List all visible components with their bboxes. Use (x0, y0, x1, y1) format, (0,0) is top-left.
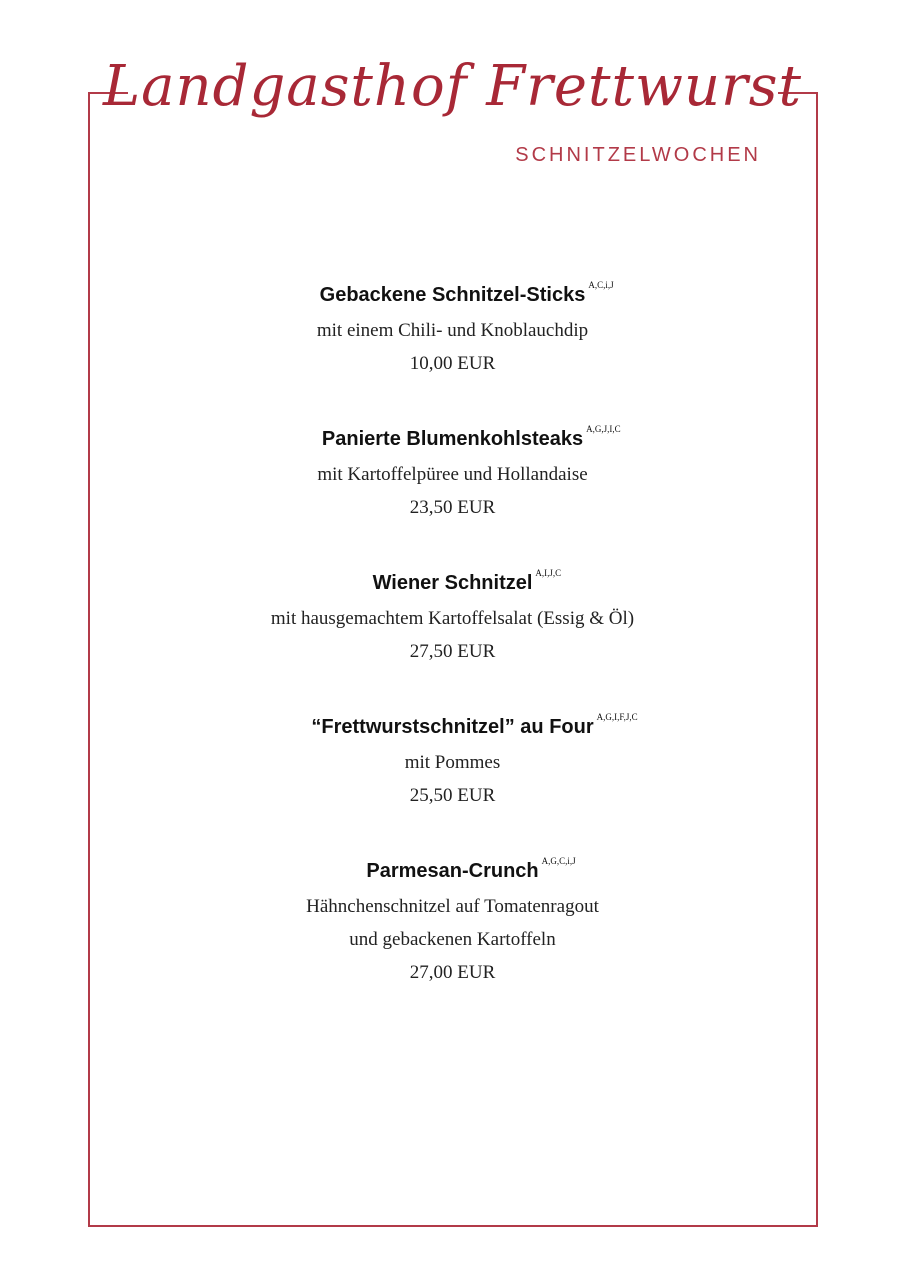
menu-list (0, 282, 905, 1035)
allergen-codes: A,G,J,I,C (586, 424, 621, 434)
allergen-codes: A,C,i,J (588, 280, 614, 290)
dish-price: 27,50 EUR (409, 641, 496, 662)
dish-name: Panierte Blumenkohlsteaks A,G,J,I,C (322, 426, 583, 452)
dish-name: Gebackene Schnitzel-Sticks A,C,i,J (320, 282, 586, 308)
allergen-codes: A,G,I,F,J,C (596, 712, 638, 722)
menu-item (0, 570, 905, 668)
menu-item (0, 714, 905, 812)
dish-description: mit hausgemachtem Kartoffelsalat (Essig & Öl) (270, 608, 635, 629)
dish-name: Parmesan-Crunch A,G,C,i,J (366, 858, 538, 884)
dish-description: und gebackenen Kartoffeln (349, 929, 556, 950)
restaurant-title: Landgasthof Frettwurst (102, 54, 803, 119)
dish-description: mit Kartoffelpüree und Hollandaise (317, 464, 588, 485)
dish-name: “Frettwurstschnitzel” au Four A,G,I,F,J,C (311, 714, 593, 740)
allergen-codes: A,I,J,C (535, 568, 562, 578)
dish-price: 25,50 EUR (409, 785, 496, 806)
menu-item (0, 426, 905, 524)
dish-price: 10,00 EUR (409, 353, 496, 374)
dish-description: mit Pommes (404, 752, 501, 773)
menu-subtitle: SCHNITZELWOCHEN (515, 144, 761, 166)
allergen-codes: A,G,C,i,J (541, 856, 576, 866)
dish-price: 23,50 EUR (409, 497, 496, 518)
dish-description: Hähnchenschnitzel auf Tomatenragout (306, 896, 599, 917)
dish-name: Wiener Schnitzel A,I,J,C (373, 570, 533, 596)
menu-item (0, 282, 905, 380)
dish-price: 27,00 EUR (409, 962, 496, 983)
dish-description: mit einem Chili- und Knoblauchdip (316, 320, 589, 341)
menu-item (0, 858, 905, 989)
